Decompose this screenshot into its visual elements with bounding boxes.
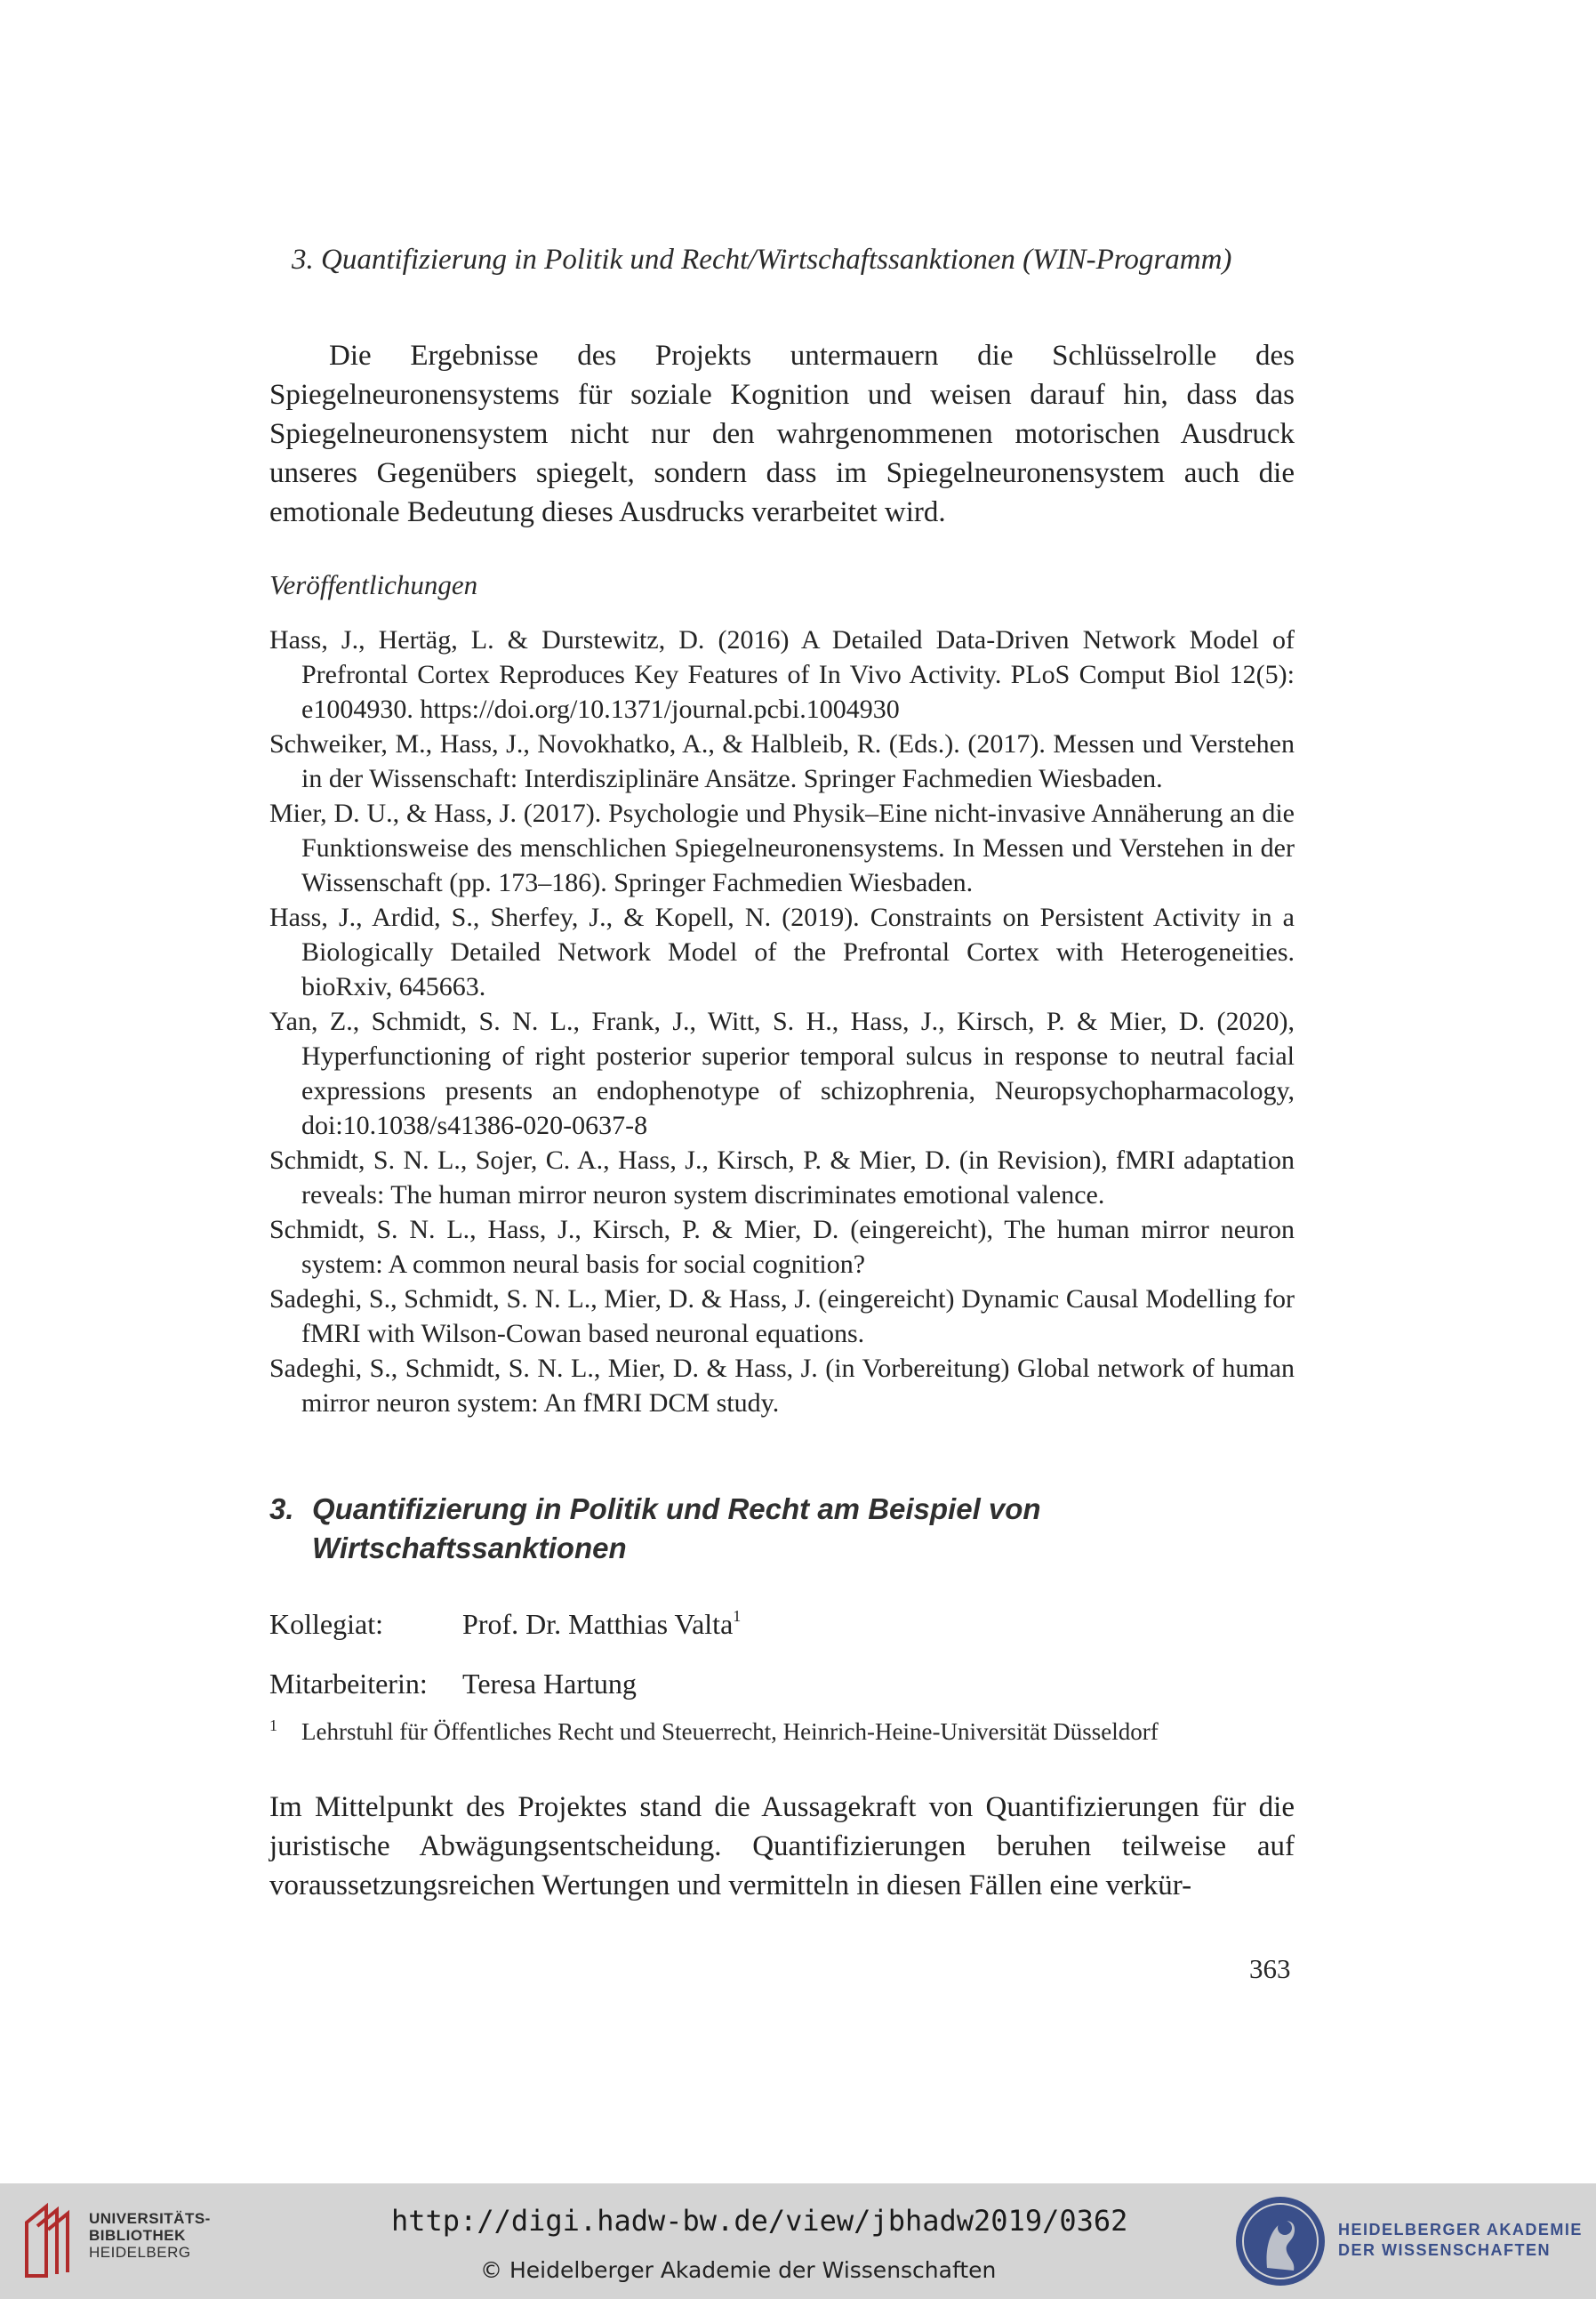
publication-item: Schmidt, S. N. L., Hass, J., Kirsch, P. & Mier, D. (eingereicht), The human mirror neuron system: A common neural basis for social cognition? xyxy=(269,1215,1295,1279)
library-line1: UNIVERSITÄTS- xyxy=(89,2210,211,2227)
footer-bar xyxy=(0,2183,1596,2299)
publication-item: Schweiker, M., Hass, J., Novokhatko, A., & Halbleib, R. (Eds.). (2017). Messen und Verstehen in der Wissenschaft: Interdisziplinäre Ansätze. Springer Fachmedien Wiesbaden. xyxy=(269,729,1295,793)
section-number: 3. xyxy=(269,1492,294,1525)
publication-item: Schmidt, S. N. L., Sojer, C. A., Hass, J., Kirsch, P. & Mier, D. (in Revision), fMRI adaptation reveals: The human mirror neuron system discriminates emotional valence. xyxy=(269,1145,1295,1210)
publication-item: Mier, D. U., & Hass, J. (2017). Psychologie und Physik–Eine nicht-invasive Annäherung an die Funktionsweise des menschlichen Spiegelneuronensystems. In Messen und Verstehen in der Wissenschaft (pp. 173–186). Springer Fachmedien Wiesbaden. xyxy=(269,799,1295,897)
body-paragraph xyxy=(269,1788,1295,1905)
intro-paragraph xyxy=(269,336,1295,532)
mitarbeiterin-label: Mitarbeiterin: xyxy=(269,1668,428,1700)
academy-seal-icon xyxy=(1231,2192,1329,2290)
section-title-line1: Quantifizierung in Politik und Recht am Beispiel von xyxy=(312,1492,1041,1525)
publication-item: Hass, J., Ardid, S., Sherfey, J., & Kopell, N. (2019). Constraints on Persistent Activity in a Biologically Detailed Network Model of the Prefrontal Cortex with Heterogeneities. bioRxiv, 645663. xyxy=(269,903,1295,1001)
publications-heading: Veröffentlichungen xyxy=(269,569,478,600)
mitarbeiterin-row xyxy=(269,1666,637,1701)
body-paragraph-text: Im Mittelpunkt des Projektes stand die Aussagekraft von Quantifizierungen für die juristische Abwägungsentscheidung. Quantifizierungen beruhen teilweise auf voraussetzungsreichen Wertungen und vermitteln in diesen Fällen eine verkür- xyxy=(269,1791,1295,1901)
university-library-logo-icon xyxy=(20,2196,82,2281)
kollegiat-label: Kollegiat: xyxy=(269,1608,383,1640)
academy-line2: DER WISSENSCHAFTEN xyxy=(1338,2241,1552,2259)
library-line3: HEIDELBERG xyxy=(89,2244,191,2261)
publications-list xyxy=(269,623,1295,1420)
footer-url-link[interactable]: http://digi.hadw-bw.de/view/jbhadw2019/0362 xyxy=(391,2204,1128,2238)
footnote: 1 Lehrstuhl für Öffentliches Recht und Steuerrecht, Heinrich-Heine-Universität Düsseldorf xyxy=(269,1716,1159,1745)
page-number: 363 xyxy=(1249,1953,1291,1984)
publication-item: Hass, J., Hertäg, L. & Durstewitz, D. (2016) A Detailed Data-Driven Network Model of Prefrontal Cortex Reproduces Key Features of In Vivo Activity. PLoS Comput Biol 12(5): e1004930. https://doi.org/10.1371/journal.pcbi.1004930 xyxy=(269,625,1295,724)
intro-paragraph-text: Die Ergebnisse des Projekts untermauern die Schlüsselrolle des Spiegelneuronensystems für soziale Kognition und weisen darauf hin, dass das Spiegelneuronensystem nicht nur den wahrgenommenen motorischen Ausdruck unseres Gegenübers spiegelt, sondern dass im Spiegelneuronensystem auch die emotionale Bedeutung dieses Ausdrucks verarbeitet wird. xyxy=(269,340,1295,528)
publication-item: Sadeghi, S., Schmidt, S. N. L., Mier, D. & Hass, J. (eingereicht) Dynamic Causal Modelling for fMRI with Wilson-Cowan based neuronal equations. xyxy=(269,1284,1295,1348)
university-library-name xyxy=(89,2210,211,2261)
kollegiat-row xyxy=(269,1606,741,1642)
footnote-text: Lehrstuhl für Öffentliches Recht und Steuerrecht, Heinrich-Heine-Universität Düsseldorf xyxy=(301,1718,1159,1745)
academy-name xyxy=(1338,2220,1583,2261)
library-line2: BIBLIOTHEK xyxy=(89,2227,186,2244)
kollegiat-name: Prof. Dr. Matthias Valta xyxy=(462,1608,734,1640)
publication-item: Yan, Z., Schmidt, S. N. L., Frank, J., Witt, S. H., Hass, J., Kirsch, P. & Mier, D. (2020), Hyperfunctioning of right posterior superior temporal sulcus in response to neutral facial expressions presents an endophenotype of schizophrenia, Neuropsychopharmacology, doi:10.1038/s41386-020-0637-8 xyxy=(269,1007,1295,1140)
mitarbeiterin-name: Teresa Hartung xyxy=(462,1668,637,1700)
running-head: 3. Quantifizierung in Politik und Recht/Wirtschaftssanktionen (WIN-Programm) xyxy=(292,244,1232,276)
section-title-line2: Wirtschaftssanktionen xyxy=(312,1531,627,1564)
footnote-reference: 1 xyxy=(733,1607,742,1625)
section-heading xyxy=(269,1490,1295,1568)
footer-copyright: © Heidelberger Akademie der Wissenschaften xyxy=(480,2257,997,2283)
academy-line1: HEIDELBERGER AKADEMIE xyxy=(1338,2221,1583,2239)
publication-item: Sadeghi, S., Schmidt, S. N. L., Mier, D. & Hass, J. (in Vorbereitung) Global network of human mirror neuron system: An fMRI DCM study. xyxy=(269,1354,1295,1418)
